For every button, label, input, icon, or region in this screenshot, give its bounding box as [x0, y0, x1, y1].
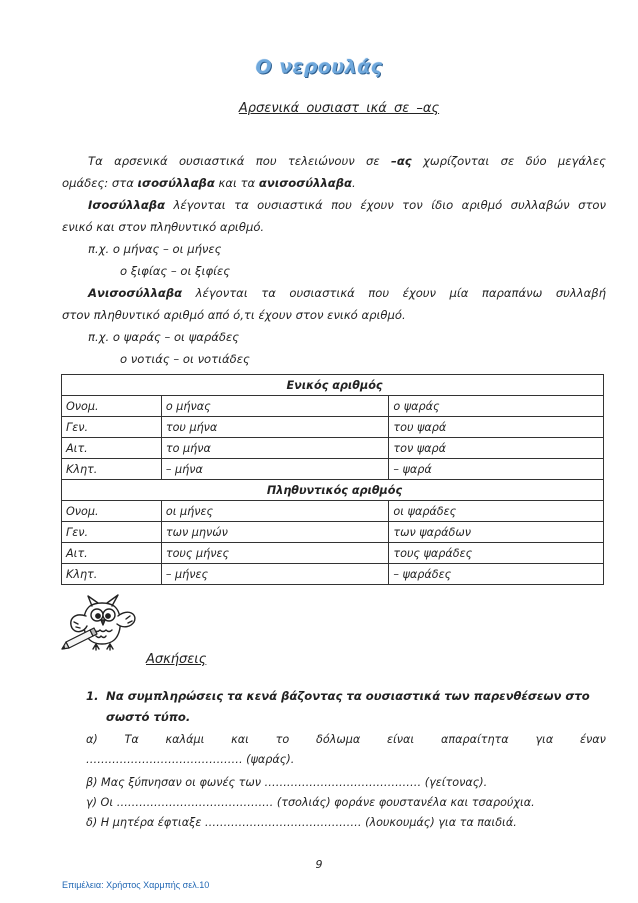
item-a — [86, 733, 606, 746]
table-header-row — [62, 375, 604, 396]
intro-text: ομάδες: στα — [62, 176, 138, 190]
task-instruction: Να συμπληρώσεις τα κενά βάζοντας τα ουσιαστικά των παρενθέσεων στο — [106, 689, 590, 703]
owl-icon — [60, 586, 144, 664]
declension-table — [61, 374, 604, 585]
example-1a: π.χ. ο μήνας – οι μήνες — [88, 242, 222, 256]
table-cell: των ψαράδων — [389, 522, 604, 543]
case-label: Ονομ. — [62, 396, 162, 417]
example-2a: π.χ. ο ψαράς – οι ψαράδες — [88, 330, 240, 344]
singular-header: Ενικός αριθμός — [62, 375, 604, 396]
iso-text-line2: ενικό και στον πληθυντικό αριθμό. — [62, 220, 265, 234]
iso-text: λέγονται τα ουσιαστικά που έχουν τον ίδιο αριθμό συλλαβών στον — [165, 198, 606, 212]
footer-credit: Επιμέλεια: Χρήστος Χαρμπής σελ.10 — [62, 880, 210, 890]
example-2b: ο νοτιάς – οι νοτιάδες — [120, 352, 250, 366]
intro-text: και τα — [214, 176, 259, 190]
word: και — [231, 733, 249, 746]
table-cell: το μήνα — [161, 438, 389, 459]
table-row — [62, 396, 604, 417]
table-cell: οι ψαράδες — [389, 501, 604, 522]
word: για — [535, 733, 554, 746]
table-row — [62, 564, 604, 585]
table-row — [62, 438, 604, 459]
table-cell: – ψαράδες — [389, 564, 604, 585]
table-row — [62, 501, 604, 522]
table-cell: τον ψαρά — [389, 438, 604, 459]
word: το — [275, 733, 290, 746]
table-cell: τους ψαράδες — [389, 543, 604, 564]
case-label: Αιτ. — [62, 438, 162, 459]
table-cell: των μηνών — [161, 522, 389, 543]
table-cell: ο μήνας — [161, 396, 389, 417]
table-cell: του μήνα — [161, 417, 389, 438]
case-label: Κλητ. — [62, 459, 162, 480]
iso-term: Ισοσύλλαβα — [88, 198, 166, 212]
aniso-term: Ανισοσύλλαβα — [88, 286, 183, 300]
table-cell: τους μήνες — [161, 543, 389, 564]
intro-text: Τα αρσενικά ουσιαστικά που τελειώνουν σε — [88, 154, 392, 168]
case-label: Γεν. — [62, 522, 162, 543]
table-cell: – μήνες — [161, 564, 389, 585]
table-cell: ο ψαράς — [389, 396, 604, 417]
term-anisosyllaba: ανισοσύλλαβα — [258, 176, 353, 190]
item-b[interactable]: β) Μας ξύπνησαν οι φωνές των …………………………………… (γείτονας). — [86, 776, 488, 789]
aniso-text-line2: στον πληθυντικό αριθμό από ό,τι έχουν στον ενικό αριθμό. — [62, 308, 406, 322]
table-cell: οι μήνες — [161, 501, 389, 522]
table-row — [62, 522, 604, 543]
table-row — [62, 543, 604, 564]
table-row — [62, 459, 604, 480]
intro-ending: –ας — [391, 154, 412, 168]
intro-paragraph-1 — [62, 150, 606, 194]
intro-text: χωρίζονται σε δύο μεγάλες — [411, 154, 606, 168]
task-instruction-line2: σωστό τύπο. — [106, 710, 191, 724]
task-number: 1. — [86, 689, 99, 703]
word: έναν — [579, 733, 606, 746]
item-c[interactable]: γ) Οι …………………………………… (τσολιάς) φοράνε φουστανέλα και τσαρούχια. — [86, 796, 535, 809]
table-row — [62, 417, 604, 438]
item-label: α) — [86, 733, 98, 746]
case-label: Γεν. — [62, 417, 162, 438]
iso-definition — [62, 194, 606, 282]
aniso-definition — [62, 282, 606, 370]
table-cell: – ψαρά — [389, 459, 604, 480]
term-isosyllaba: ισοσύλλαβα — [137, 176, 215, 190]
page-number: 9 — [315, 858, 323, 871]
word: απαραίτητα — [440, 733, 509, 746]
example-1b: ο ξιφίας – οι ξιφίες — [120, 264, 231, 278]
item-a-line2[interactable]: …………………………………… (ψαράς). — [86, 753, 295, 766]
section-subtitle: Αρσενικά ουσιαστ ικά σε –ας — [238, 101, 440, 116]
item-d[interactable]: δ) Η μητέρα έφτιαξε …………………………………… (λουκουμάς) για τα παιδιά. — [86, 816, 517, 829]
plural-header: Πληθυντικός αριθμός — [62, 480, 604, 501]
intro-text: . — [352, 176, 356, 190]
case-label: Κλητ. — [62, 564, 162, 585]
table-cell: του ψαρά — [389, 417, 604, 438]
word: καλάμι — [165, 733, 205, 746]
page-title: Ο νερουλάς — [255, 56, 383, 78]
exercises-heading: Ασκήσεις — [146, 652, 207, 667]
table-header-row — [62, 480, 604, 501]
aniso-text: λέγονται τα ουσιαστικά που έχουν μία παραπάνω συλλαβή — [182, 286, 606, 300]
word: δόλωμα — [316, 733, 361, 746]
table-cell: – μήνα — [161, 459, 389, 480]
case-label: Αιτ. — [62, 543, 162, 564]
case-label: Ονομ. — [62, 501, 162, 522]
word: Τα — [124, 733, 139, 746]
word: είναι — [386, 733, 415, 746]
task-1 — [86, 686, 608, 728]
